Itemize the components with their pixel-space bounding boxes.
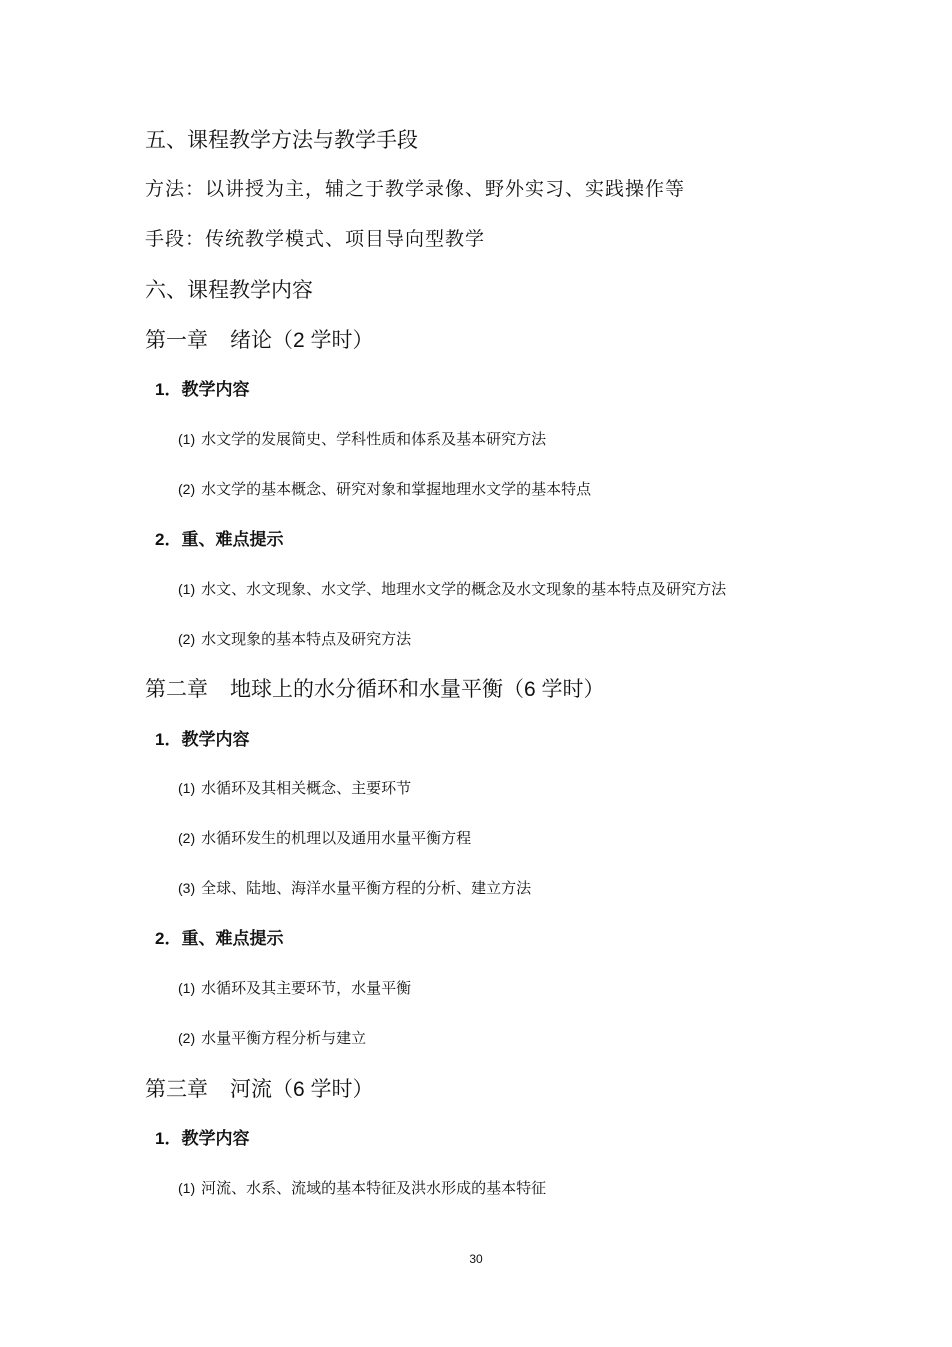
section-heading-5: 五、课程教学方法与教学手段 (145, 129, 418, 152)
list-item (178, 981, 411, 996)
item-index: (2) (178, 631, 196, 647)
chapter-number: 第一章 (145, 329, 208, 352)
item-text: 水文现象的基本特点及研究方法 (201, 630, 412, 648)
item-text: 全球、陆地、海洋水量平衡方程的分析、建立方法 (201, 879, 532, 897)
item-text: 水循环发生的机理以及通用水量平衡方程 (201, 829, 472, 847)
item-text: 河流、水系、流域的基本特征及洪水形成的基本特征 (201, 1179, 547, 1197)
item-text: 水循环及其相关概念、主要环节 (201, 779, 412, 797)
item-index: (1) (178, 431, 196, 447)
item-text: 水文学的基本概念、研究对象和掌握地理水文学的基本特点 (201, 480, 592, 498)
item-index: (2) (178, 1030, 196, 1046)
chapter-2-heading (145, 679, 605, 700)
chapter-number: 第二章 (145, 678, 208, 701)
item-index: (3) (178, 880, 196, 896)
item-text: 水循环及其主要环节，水量平衡 (201, 979, 412, 997)
chapter-title: 绪论（2 学时） (230, 329, 374, 352)
item-index: (1) (178, 581, 196, 597)
list-item (178, 881, 531, 896)
item-index: (1) (178, 980, 196, 996)
item-text: 水量平衡方程分析与建立 (201, 1029, 367, 1047)
item-index: (1) (178, 1180, 196, 1196)
chapter-1-heading (145, 330, 374, 351)
page-number: 30 (469, 1252, 483, 1266)
item-index: (2) (178, 481, 196, 497)
list-item (178, 781, 411, 796)
list-item (178, 432, 546, 447)
list-item (178, 632, 411, 647)
list-item (178, 1181, 546, 1196)
list-item (178, 831, 471, 846)
chapter-title: 河流（6 学时） (230, 1078, 374, 1101)
list-item (178, 582, 726, 597)
item-index: (2) (178, 830, 196, 846)
chapter-2-content-heading: 1．教学内容 (155, 730, 250, 749)
section-heading-6: 六、课程教学内容 (145, 279, 313, 302)
chapter-title: 地球上的水分循环和水量平衡（6 学时） (230, 678, 605, 701)
chapter-1-key-heading: 2．重、难点提示 (155, 530, 284, 549)
chapter-3-content-heading: 1．教学内容 (155, 1129, 250, 1148)
list-item (178, 1031, 366, 1046)
item-index: (1) (178, 780, 196, 796)
method-paragraph: 方法：以讲授为主，辅之于教学录像、野外实习、实践操作等 (145, 178, 686, 200)
chapter-number: 第三章 (145, 1078, 208, 1101)
means-paragraph: 手段：传统教学模式、项目导向型教学 (145, 228, 486, 250)
item-text: 水文、水文现象、水文学、地理水文学的概念及水文现象的基本特点及研究方法 (201, 580, 727, 598)
chapter-3-heading (145, 1079, 374, 1100)
chapter-2-key-heading: 2．重、难点提示 (155, 929, 284, 948)
list-item (178, 482, 591, 497)
item-text: 水文学的发展简史、学科性质和体系及基本研究方法 (201, 430, 547, 448)
chapter-1-content-heading: 1．教学内容 (155, 380, 250, 399)
